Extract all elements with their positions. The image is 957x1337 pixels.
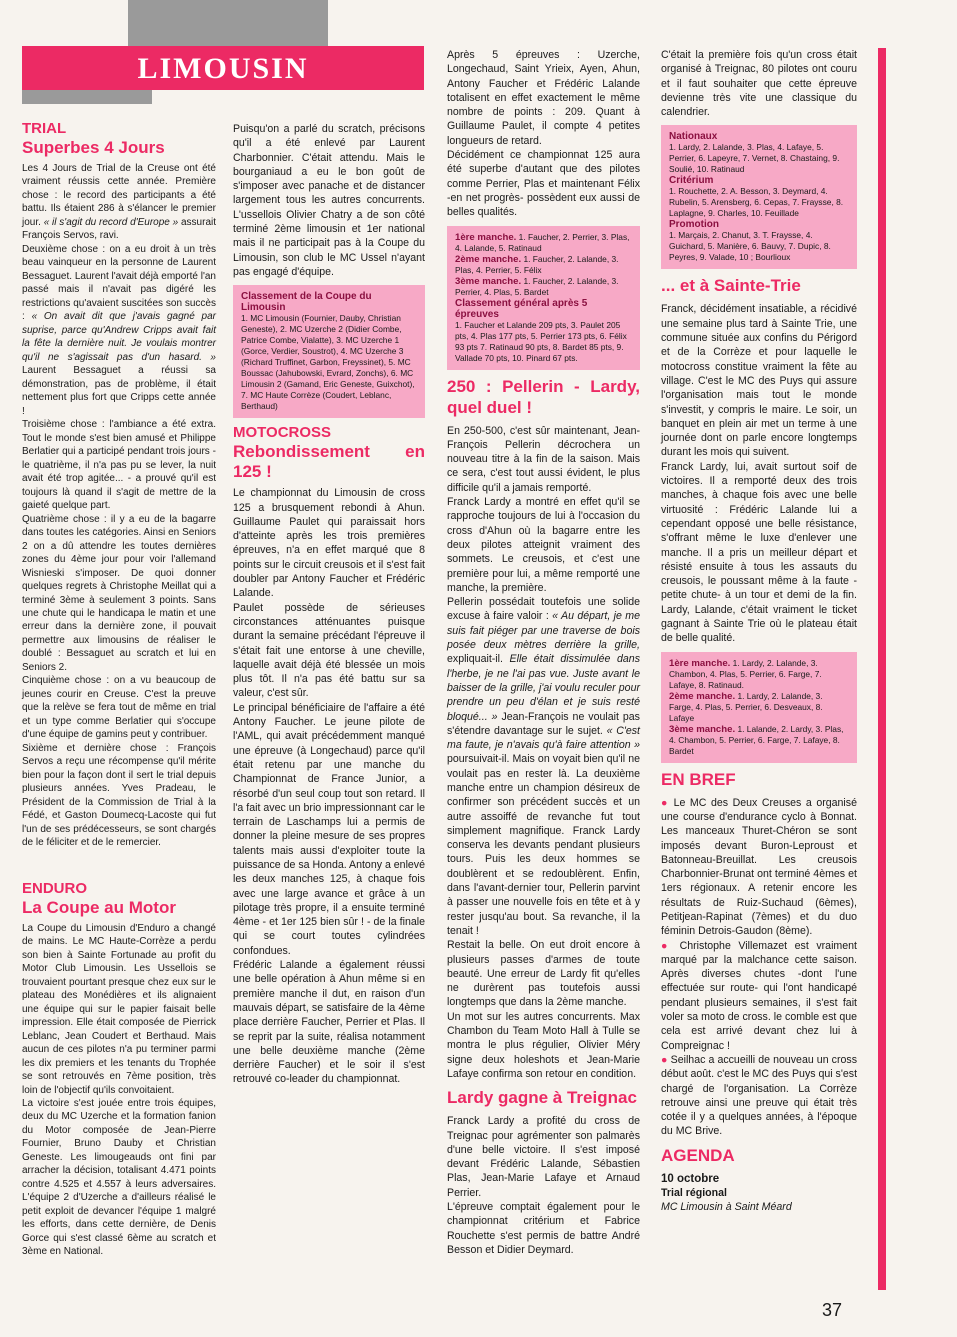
- bullet-icon: ●: [661, 1053, 668, 1066]
- criterium-results: 1. Rouchette, 2. A. Besson, 3. Deymard, 4. Rubelin, 5. Arensberg, 6. Cepas, 7. Fraysse, 8. Laplagne, 9. Charles, 10. Feuillade: [669, 186, 844, 219]
- enduro-paragraph-2: La victoire s'est jouée entre trois équipes, deux du MC Uzerche et la formation fanion du Motor composée de Jean-Pierre Fournier, Bruno Dauby et Christian Geneste. Les limougeauds ont fini par arracher la décision, totalisant 4.471 points contre 4.525 et 4.557 à leurs adversaires. L'équipe 2 d'Uzerche a d'ailleurs réalisé le petit exploit de devancer l'équipe 1 malgré les efforts, dans cette dernière, de Denis Gorce qui s'est classé 6ème au scratch et 3ème en National.: [22, 1098, 216, 1258]
- treignac-title: Lardy gagne à Treignac: [447, 1088, 637, 1108]
- sainte-trie-results-box: [661, 652, 857, 763]
- motocross-title: Rebondissement en 125 !: [233, 442, 425, 482]
- results-box-text: 1. MC Limousin (Fournier, Dauby, Christian Geneste), 2. MC Uzerche 2 (Didier Combe, Patrice Combe, Vialatte), 3. MC Uzerche 1 (Gorce, Verdier, Soustrot), 4. MC Uzerche 3 (Richard Truffinet, Garbon, Freyssinet), 5. MC Boussac (Jahubowski, Evrard, Zonchs), 6. MC Limousin 2 (Gamand, Eric Geneste, Guixchot), 7. MC Haute Corrèze (Coudert, Leblanc, Berthaud): [241, 313, 415, 412]
- motocross-paragraph-2: Paulet possède de sérieuses circonstances atténuantes puisque durant la semaine précédant l'épreuve il s'était fait une entorse à une cheville, laquelle avait déjà été blessée un mois plus tôt. Il n'a pas été battu sur sa valeur, c'est sûr.: [233, 601, 425, 700]
- sainte-trie-paragraph-1: Franck, décidément insatiable, a récidivé une semaine plus tard à Sainte Trie, une commune située aux confins du Périgord et de la Corrèze et pour laquelle le motocross constitue vraiment la fête au village. C'est le MC des Puys qui assure l'organisation mais tout le monde s'investit, y compris le maire. Le soir, un banquet en plein air met un terme à une journée dont on parle encore longtemps durant les mois qui suivent.: [661, 303, 857, 459]
- st-race-1: 1ère manche. 1. Lardy, 2. Lalande, 3. Chambon, 4. Plas, 5. Perrier, 6. Farge, 7. Lafaye, 8. Ratinaud.: [669, 657, 822, 690]
- agenda-title: AGENDA: [661, 1145, 735, 1165]
- trial-title: Superbes 4 Jours: [22, 138, 165, 157]
- pellerin-paragraph-4: Restait la belle. On eut droit encore à plusieurs passes d'armes de toute beauté. Une erreur de Lardy fit qu'elles ne durèrent pas toutefois aussi longtemps que dans la 2ème manche.: [447, 939, 640, 1009]
- st-race-2: 2ème manche. 1. Lardy, 2. Lalande, 3. Farge, 4. Plas, 5. Perrier, 6. Desveaux, 8. Lafaye: [669, 690, 823, 723]
- trial-paragraph-4: Quatrième chose : il y a eu de la bagarre dans toutes les catégories. Ainsi en Seniors 2 on a dû attendre les toutes dernières zones du 4ème jour pour voir l'allemand Wisnieski s'imposer. De quoi donner quelques regrets à Christophe Meillat qui a terminé 3ème à seulement 3 points. Sans une chute qui le handicapa le matin et une erreur dans la dernière zone, il pouvait permettre aux limousins de réaliser le doublé : Bessaguet au scratch et lui en Seniors 2.: [22, 513, 216, 673]
- column-2: [233, 122, 425, 1087]
- treignac-paragraph-3: C'était la première fois qu'un cross était organisé à Treignac, 80 pilotes ont couru et il faut souhaiter que cette épreuve devienne très vite une classique du calendrier.: [661, 49, 857, 119]
- enduro-paragraph-3: Puisqu'on a parlé du scratch, précisons qu'il a été enlevé par Laurent Charbonnier. C'était attendu. Mais le bourganiaud a eu le bon goût de s'imposer avec panache et de distancer largement tous les autres concurrents. L'ussellois Olivier Chatry a de son côté terminé 2ème limousin et 1er national mais il ne participait pas à la Coupe du Limousin, son club le MC Ussel n'ayant pas engagé d'équipe.: [233, 123, 425, 278]
- motocross-paragraph-1: Le championnat du Limousin de cross 125 a brusquement rebondi à Ahun. Guillaume Paulet qui paraissait hors d'atteinte après les trois premières épreuves, n'a en effet marqué que 8 points sur le circuit creusois et il s'est fait doubler par Antony Faucher et Frédéric Lalande.: [233, 487, 425, 600]
- coupe-limousin-results-box: [233, 285, 425, 418]
- column-3: [447, 48, 640, 1257]
- m125-general-text: 1. Faucher et Lalande 209 pts, 3. Paulet 205 pts, 4. Plas 177 pts, 5. Perrier 173 pts, 6. Félix 93 pts 7. Ratinaud 90 pts, 8. Bardet 85 pts, 9. Vallade 70 pts, 10. Pinard 67 pts.: [455, 319, 627, 363]
- treignac-paragraph-2: L'épreuve comptait également pour le championnat critérium et Fabrice Rouchette s'est permis de battre André Besson et Didier Deymard.: [447, 1201, 640, 1256]
- motocross-paragraph-3: Le principal bénéficiaire de l'affaire a été Antony Faucher. Le jeune pilote de l'AML, qui avait précédemment manqué une épreuve (à Longechaud) parce qu'il était retenu par une manche du Championnat de France Junior, a résorbé d'un seul coup tout son retard. Il l'a fait avec un brio impressionnant car le terrain de Laschamps lui a permis de donner la pleine mesure de ses propres talents mais aussi d'exploiter toute la puissance de sa Honda. Antony a enlevé les deux manches 125, à chaque fois avec une large avance et grâce à un pilotage très propre, il a ensuite terminé 4ème - et 1er 125 bien sûr ! - de la finale qui se court toutes cylindrées confondues.: [233, 701, 426, 957]
- header-gray-block: [128, 0, 328, 46]
- sainte-trie-title: ... et à Sainte-Trie: [661, 276, 801, 296]
- en-bref-item-2: ● Christophe Villemazet est vraiment marqué par la malchance cette saison. Après diverses chutes -dont l'une effectuée sur route- qui l'ont handicapé pendant plusieurs semaines, il s'est fait voler sa moto de cross. le comble est que cela est arrivé devant chez lui à Compreignac !: [661, 939, 857, 1052]
- bullet-icon: ●: [661, 939, 673, 952]
- motocross-paragraph-4: Frédéric Lalande a également réussi une belle opération à Ahun même si en première manche il dut, en raison d'un mauvais départ, se satisfaire de la 4ème place derrière Faucher, Perrier et Plas. Il se reprit par la suite, réalisa notamment une belle deuxième manche (2ème derrière Faucher) et le soir il s'est retrouvé co-leader du championnat.: [233, 959, 425, 1086]
- right-margin-rule: [878, 48, 886, 1290]
- pellerin-paragraph-1: En 250-500, c'est sûr maintenant, Jean-François Pellerin décrochera un nouveau titre à la fin de la saison. Mais ce sera, c'est tout aussi évident, le plus difficile qu'il a jamais remporté.: [447, 424, 640, 494]
- nationaux-title: Nationaux: [669, 131, 718, 143]
- enduro-category: ENDURO: [22, 879, 88, 897]
- column-1: [22, 120, 216, 1259]
- st-race-3: 3ème manche. 1. Lalande, 2. Lardy, 3. Plas, 4. Chambon, 5. Perrier, 6. Farge, 7. Lafaye, 8. Bardet: [669, 723, 844, 756]
- motocross-125-results-box: [447, 226, 640, 370]
- agenda-date: 10 octobre: [661, 1172, 720, 1185]
- en-bref-item-3: ● Seilhac a accueilli de nouveau un cross début août. c'est le MC des Puys qui s'est chargé de l'organisation. La Corrèze retrouve ainsi une preuve qui était très cotée il y a quelques années, à l'époque du MC Brive.: [661, 1053, 858, 1138]
- m125-general-title: Classement général après 5 épreuves: [455, 297, 588, 320]
- motocross-category: MOTOCROSS: [233, 424, 332, 442]
- en-bref-title: EN BREF: [661, 769, 736, 789]
- trial-paragraph-3: Troisième chose : l'ambiance a été extra. Tout le monde s'est bien amusé et Philippe Berlatier qui a participé pendant trois jours -le quatrième, il n'a pas pu se lever, la nuit avait été trop agitée... - a prouvé qu'il est toujours là quand il s'agit de mettre de la gaieté quelque part.: [22, 419, 216, 512]
- trial-paragraph-5: Cinquième chose : on a vu beaucoup de jeunes courir en Creuse. C'est la preuve que la relève se fera tout de même en trial et un type comme Berlatier qui s'occupe d'une équipe de gamins peut y contribuer.: [22, 675, 216, 741]
- page-number: 37: [822, 1300, 843, 1320]
- bullet-icon: ●: [661, 796, 670, 809]
- nationaux-results: 1. Lardy, 2. Lalande, 3. Plas, 4. Lafaye, 5. Perrier, 6. Lapeyre, 7. Vernet, 8. Chastaing, 9. Soulié, 10. Ratinaud: [669, 142, 840, 175]
- trial-paragraph-1: Les 4 Jours de Trial de la Creuse ont été vraiment réussis cette année. Première chose : le record des participants a été battu. Ils étaient 286 à s'élancer le premier jour. « il s'agit du record d'Europe » assurait François Servos, ravi.: [22, 163, 217, 242]
- trial-category: TRIAL: [22, 120, 67, 137]
- promotion-results: 1. Marçais, 2. Chanut, 3. T. Fraysse, 4. Guichard, 5. Manière, 6. Bauvy, 7. Dupic, 8. Peyres, 9. Valade, 10 ; Bourlioux: [669, 230, 831, 263]
- column-4: [661, 48, 857, 1215]
- criterium-title: Critérium: [669, 175, 714, 187]
- m125-race-3: 3ème manche. 1. Faucher, 2. Lalande, 3. Perrier, 4. Plas, 5. Bardet: [455, 275, 619, 297]
- enduro-title: La Coupe au Motor: [22, 897, 176, 917]
- motocross-paragraph-6: Décidément ce championnat 125 aura été superbe d'autant que des pilotes comme Perrier, Plas et maintenant Félix -en net progrès- possèdent eux aussi de belles qualités.: [447, 149, 640, 219]
- pellerin-paragraph-2: Franck Lardy a montré en effet qu'il se rapproche toujours de lui à l'occasion du cross d'Ahun où la bagarre entre les deux pilotes atteignit vraiment des sommets. Le creusois, et c'est une première pour lui, a même remporté une manche, la première.: [447, 496, 640, 594]
- m125-race-1: 1ère manche. 1. Faucher, 2. Perrier, 3. Plas, 4. Lalande, 5. Ratinaud: [455, 231, 630, 253]
- en-bref-item-1: ● Le MC des Deux Creuses a organisé une course d'endurance cyclo à Bonnat. Les manceaux Thuret-Chéron se sont imposés devant Buron-Leproust et Batonneau-Breuillat. Les creusois Charbonnier-Brunat ont terminé 4èmes et 1ers régionaux. A retenir encore les résultats de Ruiz-Suchaud (6èmes), Petitjean-Rapinat (7èmes) et du duo féminin Detrois-Gaudon (8ème).: [661, 796, 857, 938]
- results-box-title: Classement de la Coupe du Limousin: [241, 291, 372, 314]
- motocross-paragraph-5: Après 5 épreuves : Uzerche, Longechaud, Saint Yrieix, Ayen, Ahun, Antony Faucher et Frédéric Lalande totalisent en effet exactement le même nombre de points : 209. Quant à Guillaume Paulet, il compte 4 petites longueurs de retard.: [447, 49, 640, 147]
- sainte-trie-paragraph-2: Franck Lardy, lui, avait surtout soif de victoires. Il a remporté deux des trois manches, à chaque fois avec une belle virtuosité : Frédéric Lalande lui a cependant opposé une belle résistance, s'offrant même le luxe d'enlever une manche. Il a pris un meilleur départ et résisté ensuite à tous les assauts du creusois, le poussant même à la faute -petite chute- à un tour et demi de la fin. Lardy, Lalande, c'était vraiment le ticket gagnant à Sainte Trie où le plateau était de belle qualité.: [661, 460, 857, 645]
- trial-paragraph-2: Deuxième chose : on a eu droit à un très beau vainqueur en la personne de Laurent Bessaguet. Laurent l'avait déjà emporté l'an passé mais il n'avait pas digéré les restrictions qu'avaient suscitées son succès : « On avait dit que j'avais gagné par suprise, parce qu'Andrew Cripps avait fait la fête la dernière nuit. Je voulais montrer qu'il ne s'agissait pas d'un hasard. » Laurent Bessaguet a réussi sa démonstration, pas de problème, il était nettement plus fort que Cripps cette année !: [22, 243, 216, 417]
- agenda-event: Trial régional: [661, 1187, 727, 1200]
- treignac-results-box: [661, 125, 857, 269]
- enduro-paragraph-1: La Coupe du Limousin d'Enduro a changé de mains. Le MC Haute-Corrèze a perdu son bien à Sainte Fortunade au profit du Motor Club Limousin. Les Ussellois se trouvaient pourtant presque chez eux sur le plateau des Monédières et ils alignaient une équipe qui sur le papier faisait belle impression. Elle était composée de Pierrick Leblanc, Jean Coudert et Berthaud. Mais aucun de ces pilotes n'a pu terminer parmi les dix premiers et les tenants du Trophée se sont retrouvés en 7ème position, très loin de l'objectif qu'ils convoitaient.: [22, 922, 216, 1096]
- pellerin-title: 250 : Pellerin - Lardy, quel duel !: [447, 376, 640, 417]
- promotion-title: Promotion: [669, 219, 719, 231]
- banner-gray-strip: [22, 90, 152, 104]
- section-title: LIMOUSIN: [137, 52, 309, 85]
- trial-paragraph-6: Sixième et dernière chose : François Servos a reçu une récompense qu'il mérite bien pour la façon dont il sert le trial depuis plusieurs années. Yves Pradeau, le Président de la Commission de Trial à la Fédé, et Gaston Doumecq-Lacoste qui fut l'un de ses prédécesseurs, se sont chargés de le féliciter et de le remercier.: [22, 742, 216, 849]
- pellerin-paragraph-5: Un mot sur les autres concurrents. Max Chambon du Team Moto Hall à Tulle se montra le plus régulier, Olivier Méry signe deux holeshots et Jean-Marie Lafaye confirma son retour en condition.: [447, 1010, 640, 1080]
- agenda-place: MC Limousin à Saint Méard: [661, 1201, 792, 1214]
- treignac-paragraph-1: Franck Lardy a profité du cross de Treignac pour agrémenter son palmarès d'une belle victoire. Il s'est imposé devant Frédéric Lalande, Sébastien Plas, Jean-Marie Lafaye et Arnaud Perrier.: [447, 1115, 640, 1199]
- m125-race-2: 2ème manche. 1. Faucher, 2. Lalande, 3. Plas, 4. Perrier, 5. Félix: [455, 253, 619, 275]
- pellerin-paragraph-3: Pellerin possédait toutefois une solide excuse à faire valoir : « Au départ, je me suis fait piéger par une traverse de bois posée deux mètres derrière la grille, expliquait-il. Elle était dissimulée dans l'herbe, je ne l'ai pas vue. Juste avant le baisser de la grille, j'ai voulu reculer pour prendre un peu d'élan et je suis resté bloqué... » Jean-François ne voulait pas s'étendre davantage sur le sujet. « C'est ma faute, je n'avais qu'à faire attention » poursuivait-il. Mais on voyait bien qu'il ne voulait pas en rester là. La deuxième manche entre un champion désireux de confirmer son précédent succès et un autre assoiffé de revanche fut tout simplement magnifique. Franck Lardy conserva les devants pendant plusieurs tours. Puis les deux hommes se doublèrent et se redoublèrent. Enfin, dans l'avant-dernier tour, Pellerin parvint à passer une nouvelle fois en tête et à y rester jusqu'au bout. Sa revanche, il la tenait !: [447, 596, 641, 937]
